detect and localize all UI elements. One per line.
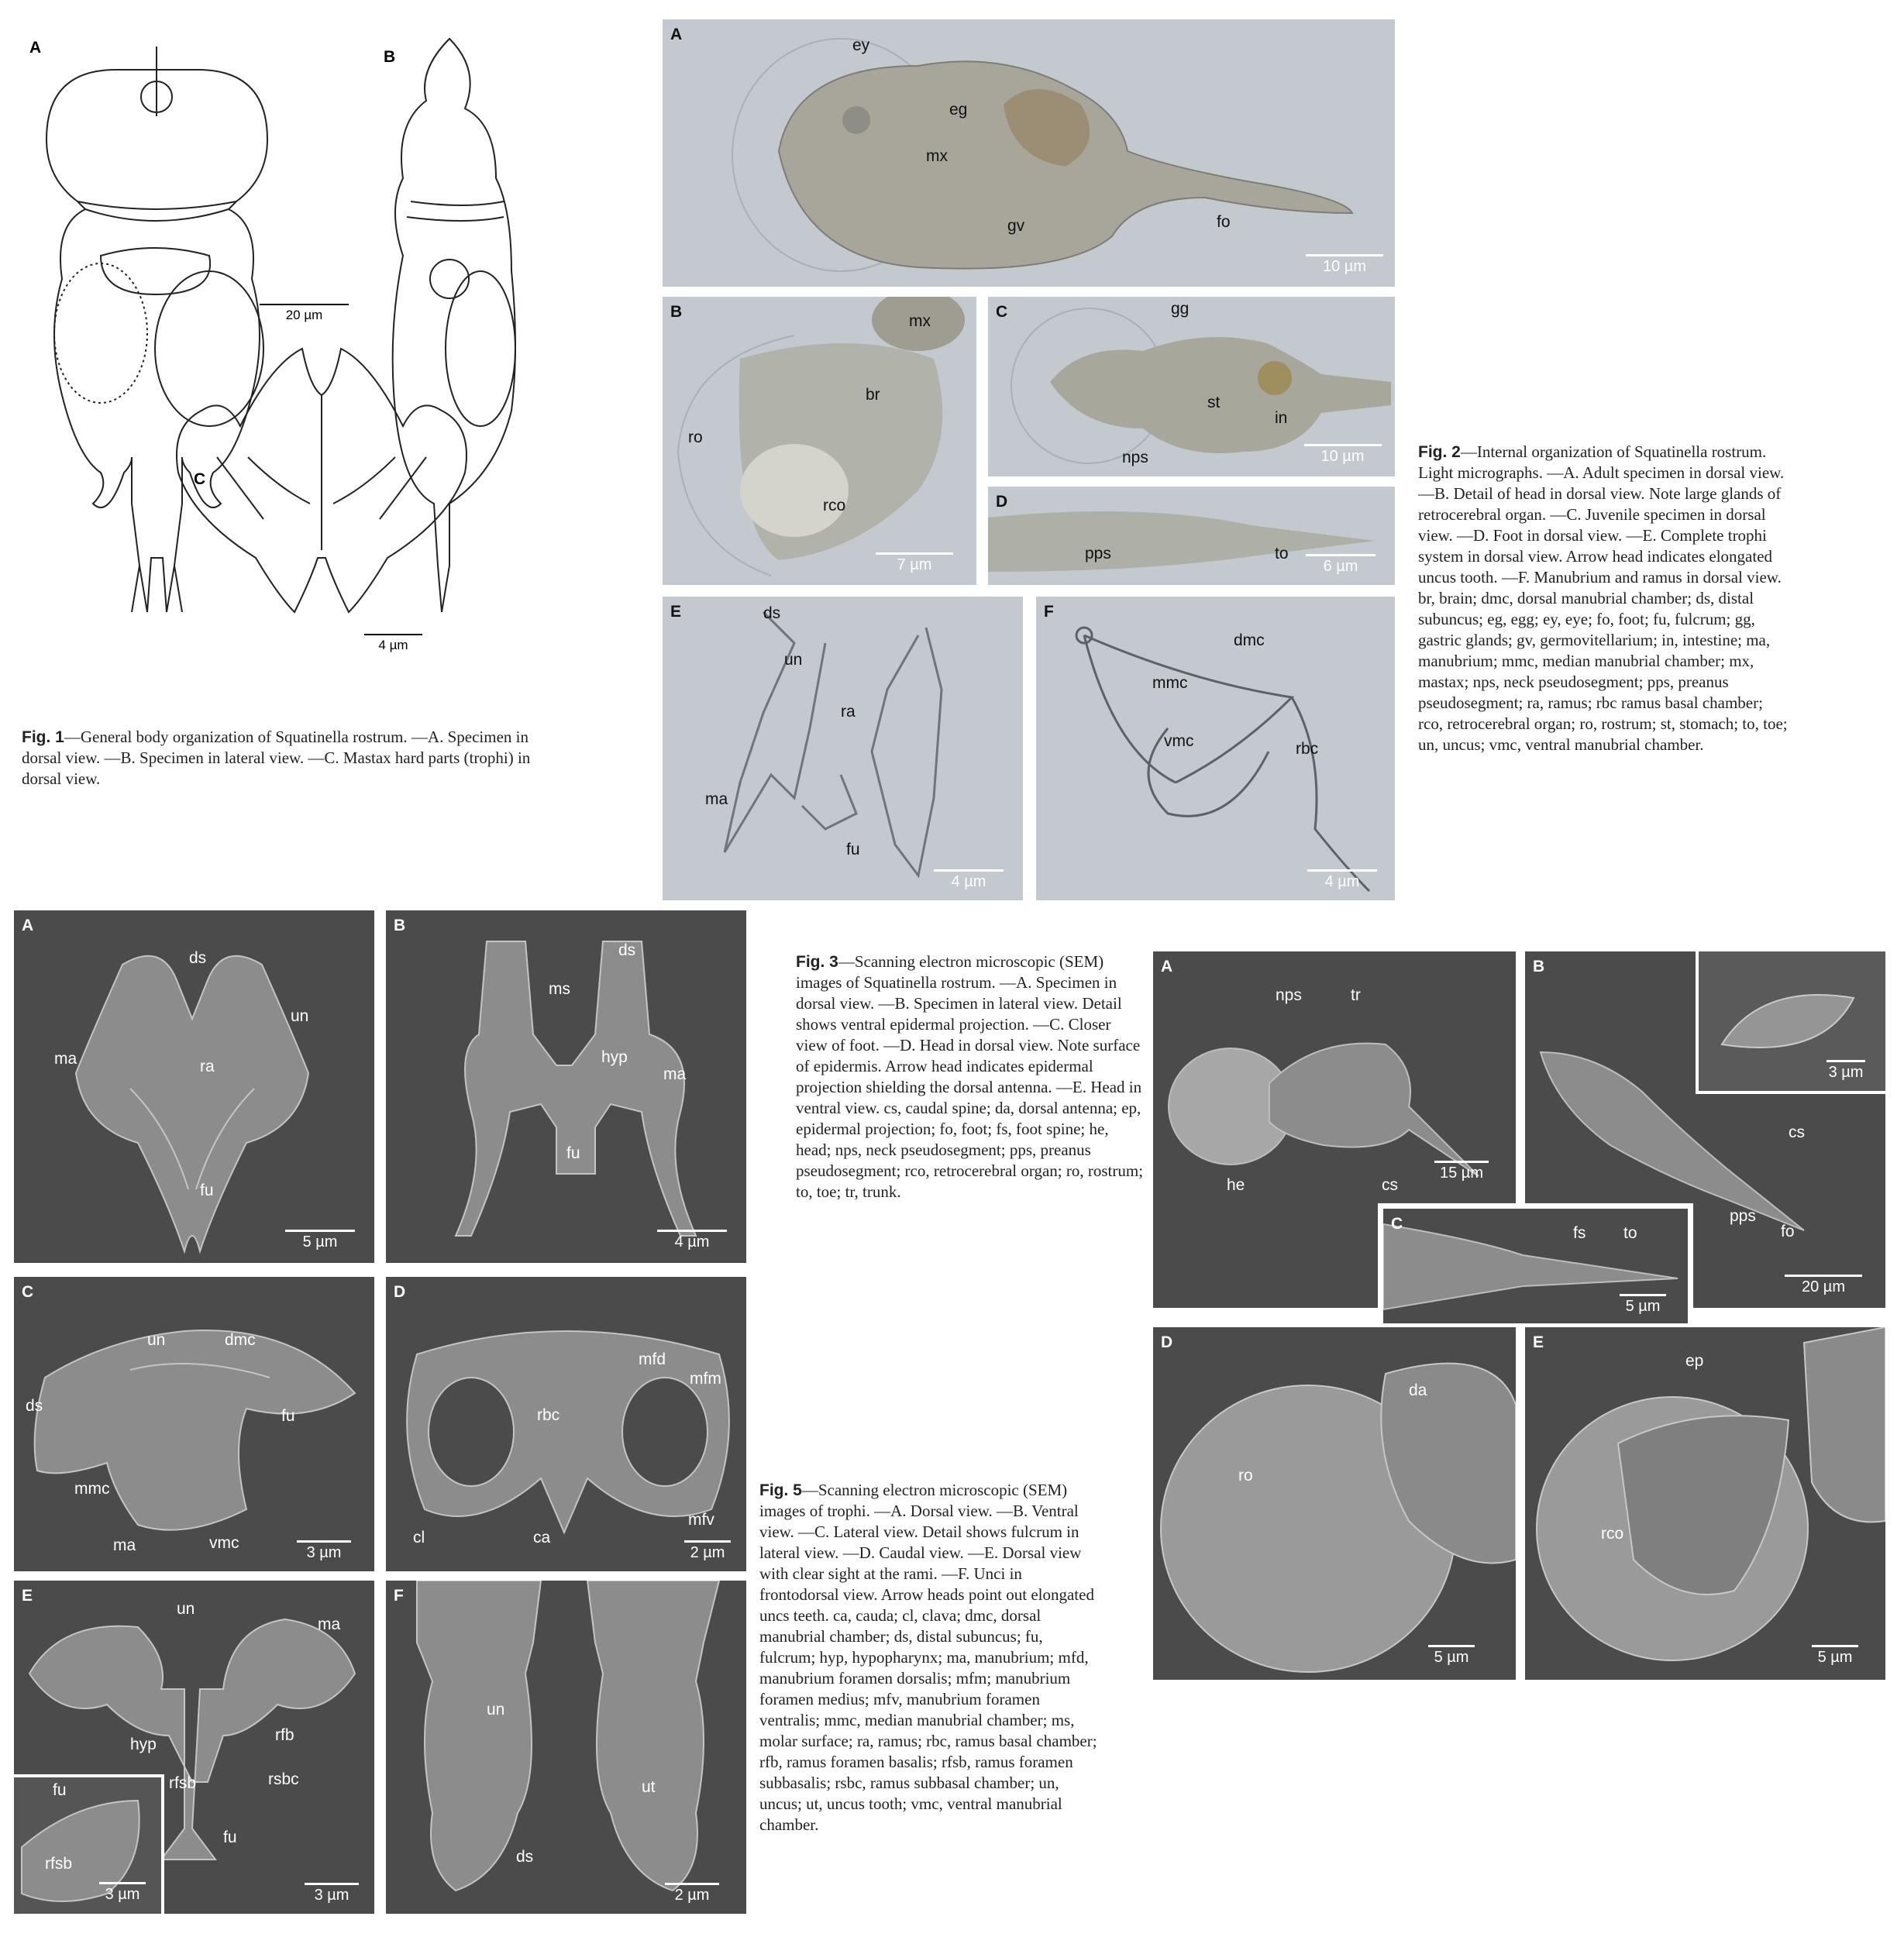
fig5-panel-d xyxy=(386,1277,746,1571)
fig2a-scale xyxy=(1302,254,1387,276)
fig5b-label-fu: fu xyxy=(566,1144,580,1162)
fig3-caption-text: —Scanning electron microscopic (SEM) images of Squatinella rostrum. —A. Specimen in dorsal view. —B. Specimen in lateral view. Detail shows ventral epidermal projection. —C. Closer view of foot. —D. Head in dorsal view. Note surface of epidermis. Arrow head indicates epidermal projection shielding the dorsal antenna. —E. Head in ventral view. cs, caudal spine; da, dorsal antenna; ep, epidermal projection; fo, foot; fs, foot spine; he, head; nps, neck pseudosegment; pps, preanus pseudosegment; rco, retrocerebral organ; ro, rostrum; to, toe; tr, trunk. xyxy=(796,952,1144,1201)
fig5d-label-rbc: rbc xyxy=(537,1406,560,1424)
fig2b-letter: B xyxy=(670,303,683,321)
fig1b-body-outline xyxy=(393,39,515,612)
fig5c-label-ds: ds xyxy=(26,1397,43,1415)
fig3a-label-he: he xyxy=(1227,1176,1245,1194)
fig1-label-c: C xyxy=(194,470,206,488)
fig2d-letter: D xyxy=(996,493,1008,511)
fig5-panel-f xyxy=(386,1581,746,1914)
fig1-drawing xyxy=(15,23,635,705)
fig5b-label-hyp: hyp xyxy=(601,1048,628,1066)
fig3a-scale-text: 15 µm xyxy=(1440,1165,1483,1182)
fig3a-label-nps: nps xyxy=(1276,986,1302,1004)
fig2e-label-ra: ra xyxy=(841,703,856,721)
fig5-panel-c xyxy=(14,1277,374,1571)
fig3c-scale xyxy=(1608,1294,1678,1316)
fig3b-scale-text: 20 µm xyxy=(1802,1278,1845,1295)
fig5e-inset-label-fu: fu xyxy=(53,1781,67,1799)
fig2e-scale-text: 4 µm xyxy=(951,873,986,890)
fig3e-label-rco: rco xyxy=(1601,1525,1624,1543)
fig2a-label-eg: eg xyxy=(949,101,968,119)
fig2b-scale xyxy=(872,552,957,574)
fig3d-label-ro: ro xyxy=(1238,1467,1253,1485)
fig2f-scale xyxy=(1300,869,1385,891)
fig3b-inset xyxy=(1696,951,1885,1094)
fig2a-scale-text: 10 µm xyxy=(1323,258,1366,275)
fig5c-label-vmc: vmc xyxy=(209,1534,239,1552)
fig1a-body-outline xyxy=(46,46,267,612)
fig5-caption-text: —Scanning electron microscopic (SEM) images of trophi. —A. Dorsal view. —B. Ventral view. —C. Lateral view. Detail shows fulcrum in lateral view. —D. Caudal view. —E. Dorsal view with clear sight at the rami. —F. Unci in frontodorsal view. Arrow heads point out elongated uncs teeth. ca, cauda; cl, clava; dmc, dorsal manubrial chamber; ds, distal subuncus; fu, fulcrum; hyp, hypopharynx; ma, manubrium; mfd, manubrium foramen dorsalis; mfm; manubrium foramen medius; mfv, manubrium foramen ventralis; mmc, median manubrial chamber; ms, molar surface; ra, ramus; rbc, ramus basal chamber; rfb, ramus foramen basalis; rfsb, ramus foramen subbasalis; rsbc, ramus subbasal chamber; un, uncus; ut, uncus tooth; vmc, ventral manubrial chamber. xyxy=(759,1481,1097,1834)
fig3-panel-e xyxy=(1525,1327,1885,1680)
fig1-scale-a-text: 20 µm xyxy=(285,308,323,322)
fig1-scale-c-text: 4 µm xyxy=(378,638,408,652)
fig2b-scale-text: 7 µm xyxy=(897,556,932,573)
fig2a-label-gv: gv xyxy=(1007,217,1025,235)
fig5d-label-mfv: mfv xyxy=(688,1511,714,1529)
fig1c-trophi-outline xyxy=(177,349,467,612)
fig2c-label-st: st xyxy=(1207,394,1221,411)
fig5f-label-un: un xyxy=(487,1701,505,1719)
fig5c-label-dmc: dmc xyxy=(225,1331,256,1349)
fig2f-letter: F xyxy=(1044,603,1054,621)
fig5a-label-ra: ra xyxy=(200,1058,215,1075)
fig5b-label-ma: ma xyxy=(663,1065,687,1083)
fig5f-scale xyxy=(653,1883,731,1904)
fig5c-label-ma: ma xyxy=(113,1536,136,1554)
fig5e-label-un: un xyxy=(177,1600,195,1618)
fig3a-letter: A xyxy=(1161,958,1173,975)
fig5c-letter: C xyxy=(22,1283,34,1301)
fig5c-label-mmc: mmc xyxy=(74,1480,110,1498)
fig5b-label-ds: ds xyxy=(618,941,636,959)
fig2b-label-mx: mx xyxy=(909,312,931,330)
fig2a-label-mx: mx xyxy=(926,147,948,165)
fig3e-scale xyxy=(1804,1645,1866,1667)
fig5c-scale-text: 3 µm xyxy=(306,1544,342,1561)
fig3c-label-to: to xyxy=(1623,1224,1637,1242)
fig5-caption-lead: Fig. 5 xyxy=(759,1481,802,1499)
fig5-panel-b xyxy=(386,910,746,1263)
fig3b-label-cs: cs xyxy=(1789,1123,1805,1141)
fig2c-letter: C xyxy=(996,303,1008,321)
fig5e-inset-scale xyxy=(91,1882,153,1904)
fig2f-scale-text: 4 µm xyxy=(1324,873,1360,890)
fig5f-letter: F xyxy=(394,1587,404,1605)
fig5a-letter: A xyxy=(22,917,34,934)
fig2-panel-d xyxy=(988,487,1395,585)
fig2f-label-rbc: rbc xyxy=(1296,740,1319,758)
fig3b-letter: B xyxy=(1533,958,1545,975)
fig2-panel-b xyxy=(663,297,976,585)
fig5e-scale xyxy=(297,1883,367,1904)
fig3d-scale xyxy=(1420,1645,1482,1667)
fig3c-letter: C xyxy=(1391,1215,1403,1233)
fig1-label-a: A xyxy=(29,39,42,57)
fig2c-label-in: in xyxy=(1275,409,1288,427)
fig2-panel-a xyxy=(663,19,1395,287)
fig2-caption xyxy=(1418,442,1790,755)
fig2-panel-e xyxy=(663,597,1023,900)
fig3-caption-lead: Fig. 3 xyxy=(796,953,838,971)
fig5c-label-un: un xyxy=(147,1331,166,1349)
fig5d-label-ca: ca xyxy=(533,1529,551,1547)
fig2-panel-f xyxy=(1036,597,1395,900)
fig5b-label-ms: ms xyxy=(549,980,570,998)
fig2f-label-dmc: dmc xyxy=(1234,631,1265,649)
fig3b-label-fo: fo xyxy=(1781,1223,1795,1240)
fig5c-label-fu: fu xyxy=(281,1407,295,1425)
fig5e-inset-scale-text: 3 µm xyxy=(105,1886,140,1903)
fig2c-scale-text: 10 µm xyxy=(1320,448,1365,465)
fig5d-label-mfm: mfm xyxy=(690,1370,721,1388)
fig5b-letter: B xyxy=(394,917,406,934)
fig5c-scale xyxy=(285,1540,363,1562)
fig5-panel-a xyxy=(14,910,374,1263)
fig2-caption-text: —Internal organization of Squatinella rostrum. Light micrographs. —A. Adult specimen in dorsal view. —B. Detail of head in dorsal view. Note large glands of retrocerebral organ. —C. Juvenile specimen in dorsal view. —D. Foot in dorsal view. —E. Complete trophi system in dorsal view. Arrow head indicates elongated uncus tooth. —F. Manubrium and ramus in dorsal view. br, brain; dmc, dorsal manubrial chamber; ds, distal subuncus; eg, egg; ey, eye; fo, foot; fu, fulcrum; gg, gastric glands; gv, germovitellarium; in, intestine; ma, manubrium; mmc, median manubrial chamber; mx, mastax; nps, neck pseudosegment; pps, preanus pseudosegment; ra, ramus; rbc ramus basal chamber; rco, retrocerebral organ; ro, rostrum; st, stomach; to, toe; un, uncus; vmc, ventral manubrial chamber. xyxy=(1418,442,1788,754)
fig5-caption xyxy=(759,1480,1100,1836)
fig3c-scale-text: 5 µm xyxy=(1625,1298,1661,1315)
fig2d-label-to: to xyxy=(1275,545,1289,563)
fig3e-scale-text: 5 µm xyxy=(1817,1649,1853,1666)
fig3b-inset-scale xyxy=(1815,1060,1877,1082)
fig5e-inset xyxy=(14,1774,164,1914)
fig5a-label-ma: ma xyxy=(54,1050,77,1068)
fig5e-letter: E xyxy=(22,1587,33,1605)
fig5d-scale xyxy=(677,1540,739,1562)
fig5d-label-cl: cl xyxy=(413,1529,425,1547)
fig3-panel-d xyxy=(1153,1327,1516,1680)
fig2d-scale-text: 6 µm xyxy=(1323,558,1358,575)
fig3e-letter: E xyxy=(1533,1333,1544,1351)
fig2b-label-br: br xyxy=(866,386,880,404)
fig5f-label-ds: ds xyxy=(516,1848,534,1866)
fig5e-label-rsbc: rsbc xyxy=(268,1770,299,1788)
fig2e-label-fu: fu xyxy=(846,841,860,858)
fig5e-label-fu: fu xyxy=(223,1829,237,1846)
fig2c-label-nps: nps xyxy=(1122,449,1148,466)
fig3c-label-fs: fs xyxy=(1573,1224,1586,1242)
fig5e-scale-text: 3 µm xyxy=(314,1887,349,1904)
fig2f-label-vmc: vmc xyxy=(1164,732,1194,750)
fig2f-label-mmc: mmc xyxy=(1152,674,1188,692)
fig3d-scale-text: 5 µm xyxy=(1434,1649,1469,1666)
fig1-caption-lead: Fig. 1 xyxy=(22,728,64,746)
fig3e-label-ep: ep xyxy=(1685,1352,1704,1370)
fig5d-label-mfd: mfd xyxy=(639,1350,666,1368)
fig2b-label-ro: ro xyxy=(688,428,703,446)
fig3a-label-cs: cs xyxy=(1382,1176,1398,1194)
fig5a-label-un: un xyxy=(291,1007,309,1025)
fig5e-label-ma: ma xyxy=(318,1615,341,1633)
fig5b-scale-text: 4 µm xyxy=(674,1233,710,1251)
fig2e-label-ma: ma xyxy=(705,790,728,808)
fig5d-scale-text: 2 µm xyxy=(690,1544,725,1561)
fig3b-label-pps: pps xyxy=(1730,1207,1756,1225)
fig3d-label-da: da xyxy=(1409,1381,1427,1399)
fig2a-letter: A xyxy=(670,26,683,43)
fig5e-inset-label-rfsb: rfsb xyxy=(45,1855,73,1873)
fig3a-label-tr: tr xyxy=(1351,986,1361,1004)
fig5b-scale xyxy=(649,1230,735,1251)
fig2e-label-ds: ds xyxy=(763,604,781,622)
fig5a-label-ds: ds xyxy=(189,949,207,967)
fig2a-label-fo: fo xyxy=(1217,213,1231,231)
fig5a-scale xyxy=(277,1230,363,1251)
fig5d-letter: D xyxy=(394,1283,406,1301)
fig5e-label-rfsb: rfsb xyxy=(169,1774,197,1792)
fig2c-label-gg: gg xyxy=(1171,300,1190,318)
fig5e-label-rfb: rfb xyxy=(275,1726,294,1744)
fig3a-scale xyxy=(1431,1161,1493,1182)
fig2d-label-pps: pps xyxy=(1085,545,1111,563)
fig2e-label-un: un xyxy=(784,651,803,669)
fig1-label-b: B xyxy=(384,48,396,66)
fig5-panel-e xyxy=(14,1581,374,1914)
fig2e-scale xyxy=(926,869,1011,891)
fig1-scale-c xyxy=(364,634,422,653)
fig2-panel-c xyxy=(988,297,1395,477)
fig2b-label-rco: rco xyxy=(823,497,846,514)
fig3-caption xyxy=(796,951,1145,1202)
fig5a-label-fu: fu xyxy=(200,1182,214,1199)
fig5f-scale-text: 2 µm xyxy=(674,1887,710,1904)
fig2-caption-lead: Fig. 2 xyxy=(1418,443,1461,461)
fig3-panel-c xyxy=(1378,1203,1693,1329)
fig5e-label-hyp: hyp xyxy=(130,1736,157,1753)
fig3d-letter: D xyxy=(1161,1333,1173,1351)
fig2a-label-ey: ey xyxy=(852,36,870,54)
fig1-caption-text: —General body organization of Squatinella rostrum. —A. Specimen in dorsal view. —B. Specimen in lateral view. —C. Mastax hard parts (trophi) in dorsal view. xyxy=(22,728,531,788)
fig5f-label-ut: ut xyxy=(642,1778,656,1796)
fig5a-scale-text: 5 µm xyxy=(302,1233,338,1251)
fig2c-scale xyxy=(1298,444,1387,466)
fig3b-scale xyxy=(1781,1275,1866,1296)
fig1-caption xyxy=(22,727,572,790)
fig2d-scale xyxy=(1298,554,1383,576)
fig1-scale-a xyxy=(260,304,349,323)
fig2e-letter: E xyxy=(670,603,682,621)
fig3b-inset-scale-text: 3 µm xyxy=(1828,1064,1864,1081)
